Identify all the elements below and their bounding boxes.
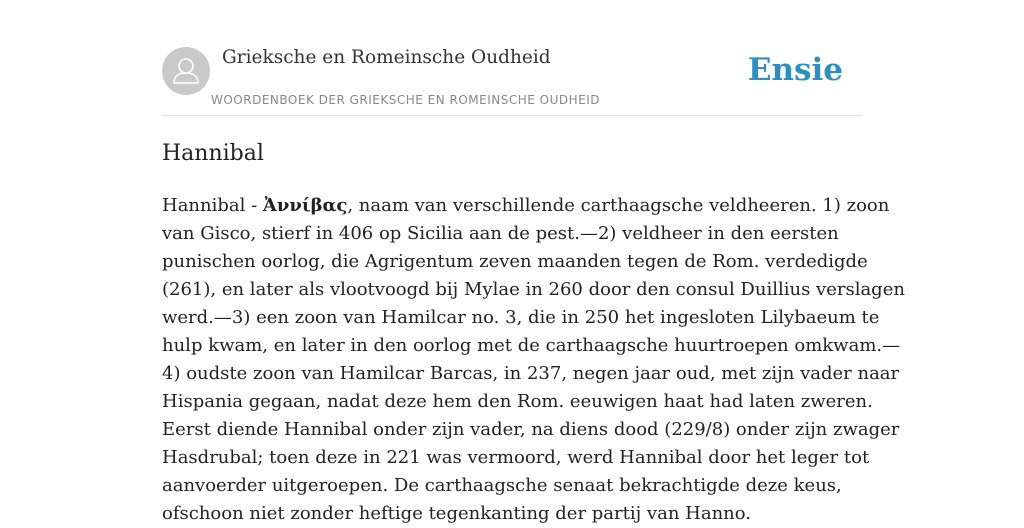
- entry-line: aanvoerder uitgeroepen. De carthaagsche senaat bekrachtigde deze keus,: [162, 475, 842, 496]
- entry-body: [162, 192, 905, 528]
- entry-lead: Hannibal -: [162, 195, 263, 216]
- entry-line: Hasdrubal; toen deze in 221 was vermoord, werd Hannibal door het leger tot: [162, 447, 870, 468]
- entry-line: ofschoon niet zonder heftige tegenkanting der partij van Hanno.: [162, 503, 751, 524]
- entry-first-line-rest: , naam van verschillende carthaagsche veldheeren. 1) zoon: [347, 195, 890, 216]
- user-outline-icon: [162, 47, 210, 95]
- entry-title: Hannibal: [162, 141, 264, 166]
- entry-line: (261), en later als vlootvoogd bij Mylae in 260 door den consul Duillius verslagen: [162, 279, 905, 300]
- source-subtitle: WOORDENBOEK DER GRIEKSCHE EN ROMEINSCHE OUDHEID: [211, 93, 601, 107]
- entry-line: Hispania gegaan, nadat deze hem den Rom. eeuwigen haat had laten zweren.: [162, 391, 873, 412]
- entry-line: punischen oorlog, die Agrigentum zeven maanden tegen de Rom. verdedigde: [162, 251, 868, 272]
- brand-logo-link[interactable]: Ensie: [747, 52, 843, 88]
- source-title-link[interactable]: Grieksche en Romeinsche Oudheid: [222, 47, 551, 68]
- entry-line: werd.—3) een zoon van Hamilcar no. 3, die in 250 het ingesloten Lilybaeum te: [162, 307, 880, 328]
- entry-line: van Gisco, stierf in 406 op Sicilia aan de pest.—2) veldheer in den eersten: [162, 223, 839, 244]
- entry-line: hulp kwam, en later in den oorlog met de carthaagsche huurtroepen omkwam.—: [162, 335, 901, 356]
- entry-line: Eerst diende Hannibal onder zijn vader, na diens dood (229/8) onder zijn zwager: [162, 419, 900, 440]
- entry-line: [162, 192, 890, 220]
- page-header: [162, 46, 862, 116]
- entry-greek-term: Ἀννίβας: [262, 195, 348, 216]
- user-placeholder-icon[interactable]: [162, 47, 210, 95]
- entry-line: 4) oudste zoon van Hamilcar Barcas, in 237, negen jaar oud, met zijn vader naar: [162, 363, 900, 384]
